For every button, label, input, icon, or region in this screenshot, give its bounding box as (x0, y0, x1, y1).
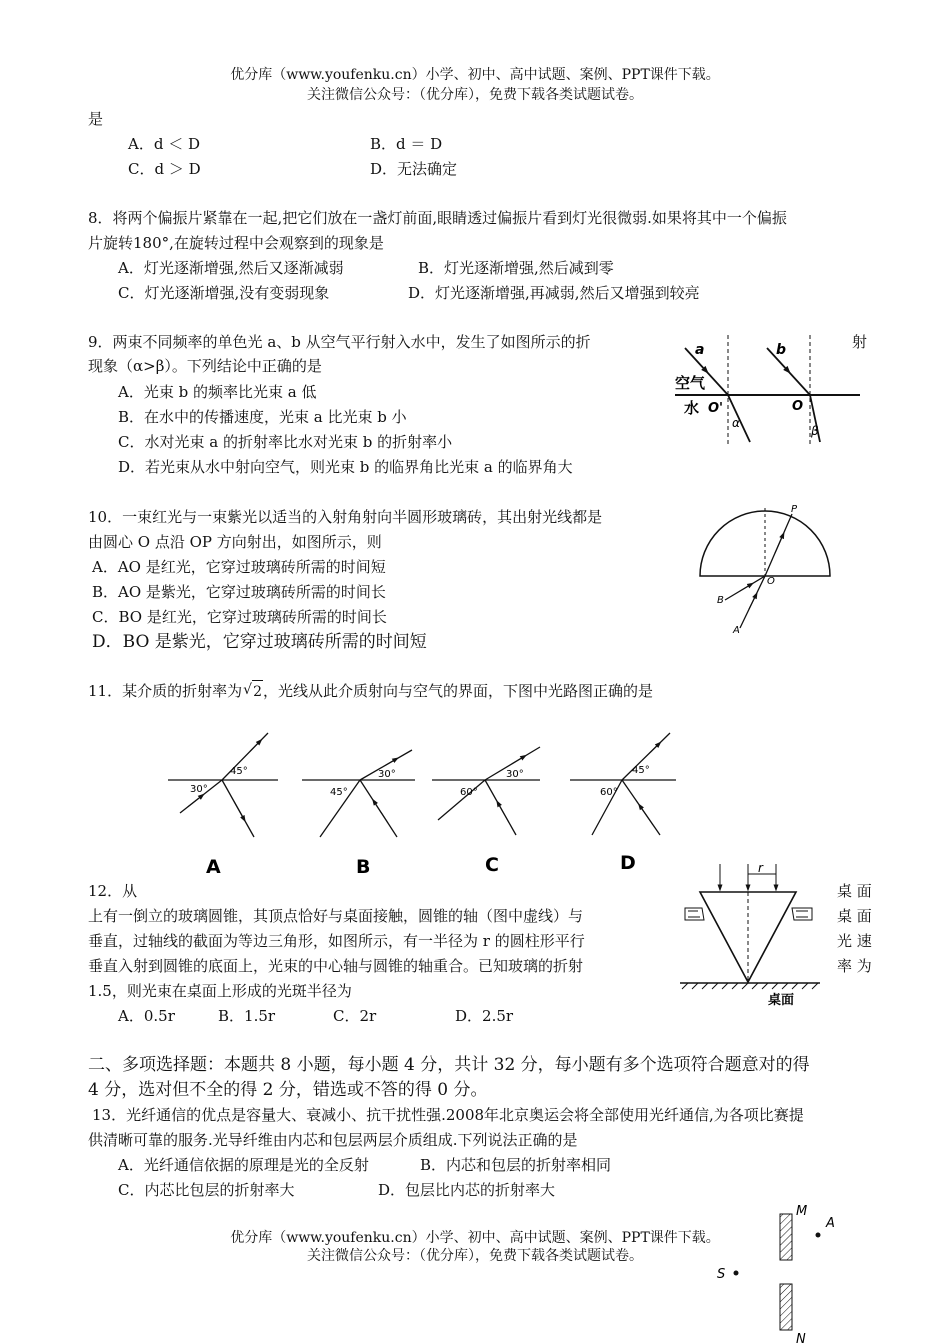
q11-figure-b (302, 750, 415, 878)
q7-option-b: B．d ＝ D (370, 135, 443, 153)
q9-stem-2: 现象（α>β）。下列结论中正确的是 (88, 357, 322, 375)
section2-line-1: 二、多项选择题：本题共 8 小题，每小题 4 分，共计 32 分，每小题有多个选项符合题意对的得 (88, 1055, 810, 1075)
q12-line-3b: 光 速 (837, 932, 872, 950)
mirror-n (780, 1284, 792, 1330)
q12-line-1a: 12．从 (88, 882, 138, 900)
q9-stem-1-end: 射 (852, 333, 868, 351)
q10-option-a: A．AO 是红光，它穿过玻璃砖所需的时间短 (92, 558, 386, 576)
q11-stem-post: ，光线从此介质射向与空气的界面，下图中光路图正确的是 (263, 682, 654, 700)
q11-b-label: B (356, 856, 371, 878)
q12-option-b: B．1.5r (218, 1007, 276, 1025)
q9-refraction-figure (670, 330, 870, 450)
q10-semicircle-figure (695, 500, 835, 635)
footer-line-1: 优分库（www.youfenku.cn）小学、初中、高中试题、案例、PPT课件下载。 (230, 1230, 720, 1246)
q12-line-3a: 垂直，过轴线的截面为等边三角形，如图所示，有一半径为 r 的圆柱形平行 (88, 932, 585, 950)
label-air: 空气 (675, 374, 706, 392)
label-o: O (767, 576, 775, 587)
point-s (734, 1271, 739, 1276)
label-o-prime: O' (708, 401, 724, 416)
q13-option-b: B．内芯和包层的折射率相同 (420, 1156, 612, 1174)
q8-option-d: D．灯光逐渐增强,再减弱,然后又增强到较亮 (408, 284, 700, 302)
q11-b-left-angle: 45° (330, 787, 348, 798)
q7-option-c: C．d ＞ D (128, 160, 201, 178)
q8-stem-2: 片旋转180°,在旋转过程中会观察到的现象是 (88, 234, 384, 252)
q12-line-2a: 上有一倒立的玻璃圆锥，其顶点恰好与桌面接触，圆锥的轴（图中虚线）与 (88, 907, 584, 925)
q10-option-b: B．AO 是紫光，它穿过玻璃砖所需的时间长 (92, 583, 386, 601)
q11-c-label: C (485, 854, 499, 876)
q11-stem (88, 680, 653, 703)
q13-option-d: D．包层比内芯的折射率大 (378, 1181, 556, 1199)
q13-stem-1: 13．光纤通信的优点是容量大、衰减小、抗干扰性强.2008年北京奥运会将全部使用光纤通信,为各项比赛提 (92, 1106, 804, 1124)
q10-option-d: D．BO 是紫光，它穿过玻璃砖所需的时间短 (92, 632, 427, 652)
label-b: b (776, 342, 787, 358)
label-o: O (792, 399, 804, 414)
label-n: N (796, 1332, 806, 1344)
label-p: P (791, 504, 798, 515)
q7-option-d: D．无法确定 (370, 160, 458, 178)
q11-c-right-angle: 30° (506, 769, 524, 780)
label-table: 桌面 (768, 993, 795, 1008)
q11-figure-d (570, 733, 676, 874)
q8-option-c: C．灯光逐渐增强,没有变弱现象 (118, 284, 330, 302)
label-alpha: α (732, 416, 740, 430)
q11-a-right-angle: 45° (230, 766, 248, 777)
label-a: A (826, 1216, 835, 1231)
q12-option-a: A．0.5r (118, 1007, 175, 1025)
q12-cone-figure (680, 862, 830, 1012)
q11-sqrt-value: 2 (253, 684, 263, 700)
q8-stem-1: 8．将两个偏振片紧靠在一起,把它们放在一盏灯前面,眼睛透过偏振片看到灯光很微弱.如果将其中一个偏振 (88, 209, 787, 227)
q9-option-d: D．若光束从水中射向空气，则光束 b 的临界角比光束 a 的临界角大 (118, 458, 573, 476)
q8-option-a: A．灯光逐渐增强,然后又逐渐减弱 (118, 259, 344, 277)
q11-figures (160, 725, 690, 880)
label-a: a (695, 342, 705, 358)
section2-line-2: 4 分，选对但不全的得 2 分，错选或不答的得 0 分。 (88, 1080, 488, 1100)
q10-option-c: C．BO 是红光，它穿过玻璃砖所需的时间长 (92, 608, 387, 626)
q10-stem-1: 10．一束红光与一束紫光以适当的入射角射向半圆形玻璃砖，其出射光线都是 (88, 508, 603, 526)
q7-tail: 是 (88, 110, 104, 128)
q14-mirror-figure (712, 1200, 842, 1344)
q12-line-4b: 率 为 (837, 957, 872, 975)
label-water: 水 (684, 399, 700, 417)
right-support (792, 908, 812, 920)
label-beta: β (811, 424, 819, 438)
sqrt-symbol: √ 2 (252, 680, 263, 703)
q13-option-a: A．光纤通信依据的原理是光的全反射 (118, 1156, 369, 1174)
label-a: A (733, 625, 740, 636)
q12-option-d: D．2.5r (455, 1007, 514, 1025)
q9-option-c: C．水对光束 a 的折射率比水对光束 b 的折射率小 (118, 433, 453, 451)
q9-option-a: A．光束 b 的频率比光束 a 低 (118, 383, 317, 401)
q12-option-c: C．2r (333, 1007, 377, 1025)
q11-figure-a (168, 733, 278, 878)
ray-b-incident (767, 348, 810, 395)
footer-line-2: 关注微信公众号：（优分库），免费下载各类试题试卷。 (307, 1248, 643, 1264)
q11-a-left-angle: 30° (190, 784, 208, 795)
label-s: S (717, 1267, 726, 1282)
q9-option-b: B．在水中的传播速度，光束 a 比光束 b 小 (118, 408, 407, 426)
q11-a-label: A (206, 856, 221, 878)
q13-stem-2: 供清晰可靠的服务.光导纤维由内芯和包层两层介质组成.下列说法正确的是 (88, 1131, 578, 1149)
q7-option-a: A．d ＜ D (128, 135, 200, 153)
q11-d-label: D (620, 852, 636, 874)
q12-line-5: 1.5，则光束在桌面上形成的光斑半径为 (88, 982, 352, 1000)
q9-stem-1: 9．两束不同频率的单色光 a、b 从空气平行射入水中，发生了如图所示的折 (88, 333, 591, 351)
q11-d-left-angle: 60° (600, 787, 618, 798)
point-a (816, 1233, 821, 1238)
q11-figure-c (432, 747, 540, 876)
q11-c-left-angle: 60° (460, 787, 478, 798)
q8-option-b: B．灯光逐渐增强,然后减到零 (418, 259, 614, 277)
header-line-2: 关注微信公众号：（优分库），免费下载各类试题试卷。 (307, 87, 643, 103)
label-m: M (796, 1204, 808, 1219)
q11-b-right-angle: 30° (378, 769, 396, 780)
header-line-1: 优分库（www.youfenku.cn）小学、初中、高中试题、案例、PPT课件下载。 (230, 67, 720, 83)
q11-d-right-angle: 45° (632, 765, 650, 776)
left-support (685, 908, 704, 920)
q12-line-2b: 桌 面 (837, 907, 872, 925)
label-r: r (758, 861, 763, 875)
label-b: B (717, 595, 724, 606)
mirror-m (780, 1214, 792, 1260)
q12-line-4a: 垂直入射到圆锥的底面上，光束的中心轴与圆锥的轴重合。已知玻璃的折射 (88, 957, 584, 975)
q12-line-1b: 桌 面 (837, 882, 872, 900)
q10-stem-2: 由圆心 O 点沿 OP 方向射出，如图所示，则 (88, 533, 382, 551)
q11-stem-pre: 11．某介质的折射率为 (88, 682, 243, 700)
q13-option-c: C．内芯比包层的折射率大 (118, 1181, 295, 1199)
